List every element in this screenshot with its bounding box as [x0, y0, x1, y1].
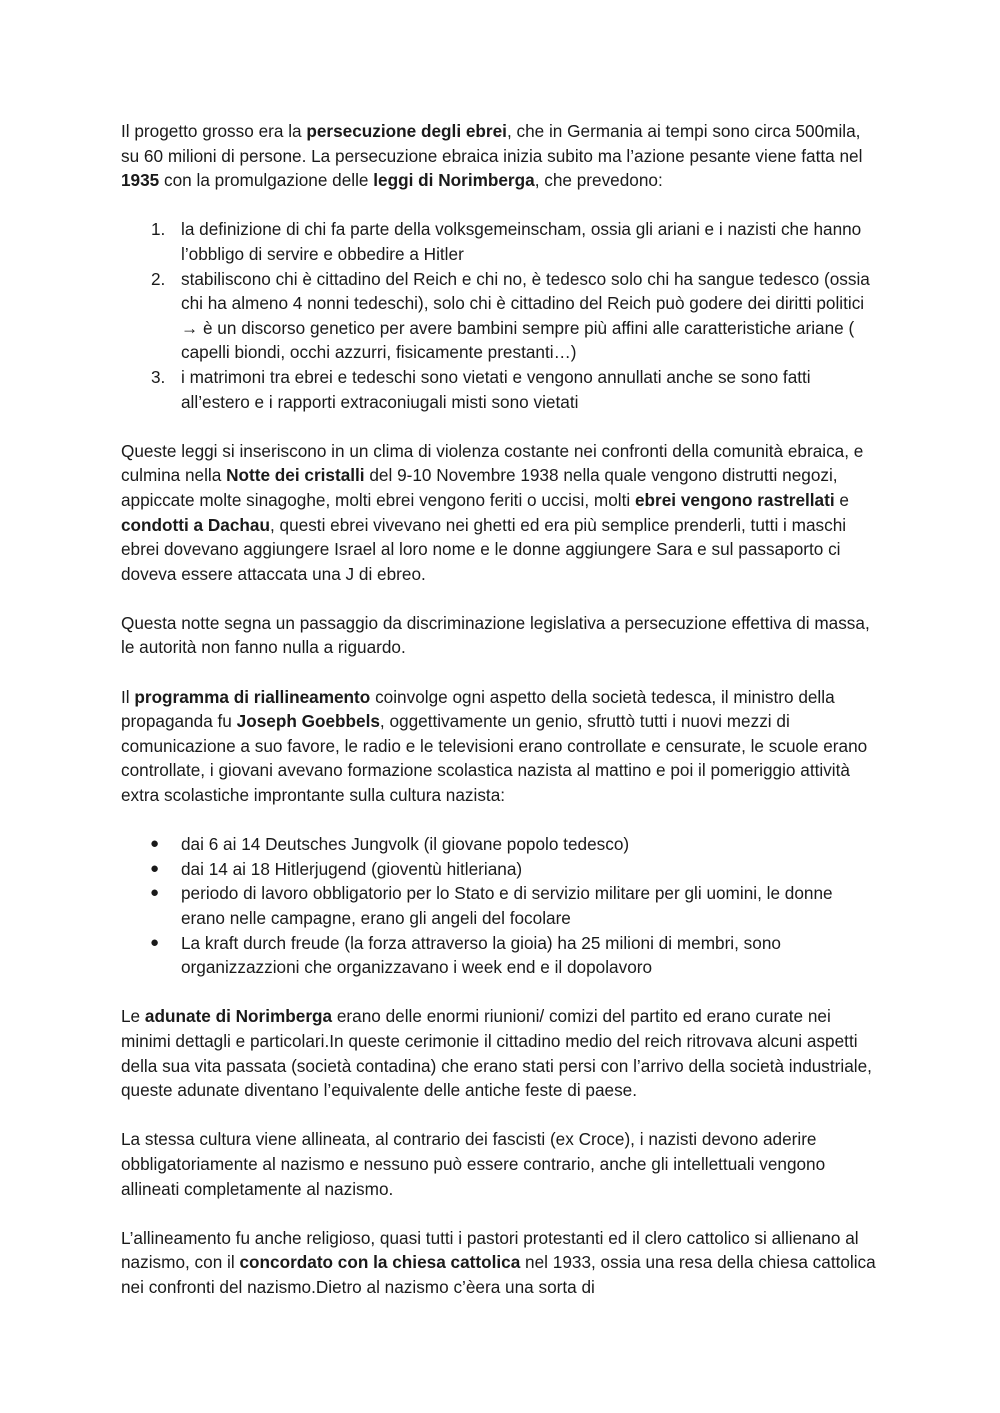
bold-text: ebrei vengono rastrellati — [634, 489, 835, 510]
bullet-icon: ● — [150, 835, 160, 853]
text-run: , che in Germania ai tempi sono circa 500mila, su 60 milioni di persone. La persecuzione ebraica inizia subito ma l’azione pesante viene fatta nel — [121, 121, 863, 166]
paragraph-passaggio — [121, 611, 881, 660]
text-run: La stessa cultura viene allineata, al contrario dei fascisti (ex Croce), i nazisti devono aderire obbligatoriamente al nazismo e nessuno può essere contrario, anche gli intellettuali vengono allineati completamente al nazismo. — [121, 1129, 826, 1199]
list-number: 2. — [151, 268, 166, 289]
list-item — [121, 881, 881, 930]
text-run: L’allineamento fu anche religioso, quasi tutti i pastori protestanti ed il clero cattolico si allienano al nazismo, con il — [121, 1227, 859, 1273]
bold-text: leggi di Norimberga — [373, 170, 535, 191]
list-item-text: dai 14 ai 18 Hitlerjugend (gioventù hitleriana) — [181, 858, 523, 879]
list-number: 1. — [151, 219, 166, 240]
paragraph-notte-dei-cristalli — [121, 439, 881, 587]
list-item — [121, 857, 881, 882]
text-run: , che prevedono: — [534, 170, 663, 191]
numbered-list-leggi — [121, 217, 881, 414]
list-item-text: La kraft durch freude (la forza attraverso la gioia) ha 25 milioni di membri, sono organizzazzioni che organizzavano i week end e il dopolavoro — [181, 932, 781, 978]
list-item — [121, 267, 881, 365]
bullet-icon: ● — [150, 859, 160, 877]
text-run: Questa notte segna un passaggio da discriminazione legislativa a persecuzione effettiva di massa, le autorità non fanno nulla a riguardo. — [121, 612, 870, 658]
bold-text: concordato con la chiesa cattolica — [239, 1252, 521, 1273]
bold-text: programma di riallineamento — [134, 686, 371, 707]
bullet-list-organizzazioni — [121, 832, 881, 980]
list-item-text: la definizione di chi fa parte della volksgemeinscham, ossia gli ariani e i nazisti che hanno l’obbligo di servire e obbedire a Hitler — [181, 219, 862, 264]
bullet-icon: ● — [150, 933, 160, 951]
bold-text: condotti a Dachau — [121, 514, 270, 535]
text-run: Il progetto grosso era la — [121, 121, 307, 141]
list-item — [121, 931, 881, 980]
list-number: 3. — [151, 366, 166, 387]
text-run: del 9-10 Novembre 1938 nella quale vengono distrutti negozi, appiccate molte sinagoghe, molti ebrei vengono feriti o uccisi, molti — [121, 465, 838, 510]
document-page — [121, 119, 881, 1324]
paragraph-riallineamento — [121, 685, 881, 808]
paragraph-allineamento-religioso — [121, 1226, 881, 1300]
text-run: Queste leggi si inseriscono in un clima di violenza costante nei confronti della comunità ebraica, e culmina nella — [121, 440, 864, 486]
list-item-text: i matrimoni tra ebrei e tedeschi sono vietati e vengono annullati anche se sono fatti all’estero e i rapporti extraconiugali misti sono vietati — [181, 366, 811, 412]
list-item-text: periodo di lavoro obbligatorio per lo Stato e di servizio militare per gli uomini, le donne erano nelle campagne, erano gli angeli del focolare — [181, 883, 833, 928]
text-run: , questi ebrei vivevano nei ghetti ed era più semplice prenderli, tutti i maschi ebrei dovevano aggiungere Israel al loro nome e le donne aggiungere Sara e sul passaporto ci doveva essere attaccata una J di ebreo. — [121, 514, 847, 584]
bold-text: persecuzione degli ebrei — [306, 121, 507, 141]
text-run: Le — [121, 1006, 145, 1027]
text-run: , oggettivamente un genio, sfruttò tutti i nuovi mezzi di comunicazione a suo favore, le radio e le televisioni erano controllate e censurate, le scuole erano controllate, i giovani avevano formazione scolastica nazista al mattino e poi il pomeriggio attività extra scolastiche improntante sulla cultura nazista: — [121, 711, 868, 806]
text-run: erano delle enormi riunioni/ comizi del partito ed erano curate nei minimi dettagli e particolari.In queste cerimonie il cittadino medio del reich ritrovava alcuni aspetti della sua vita passata (società contadina) che erano stati persi con l’arrivo della società industriale, queste adunate diventano l’equivalente delle antiche feste di paese. — [121, 1006, 872, 1101]
paragraph-adunate — [121, 1004, 881, 1102]
bold-text: adunate di Norimberga — [144, 1006, 333, 1027]
text-run: con la promulgazione delle — [159, 170, 374, 191]
list-item-text: dai 6 ai 14 Deutsches Jungvolk (il giovane popolo tedesco) — [181, 834, 630, 855]
bold-text: Notte dei cristalli — [226, 465, 365, 486]
text-run: nel 1933, ossia una resa della chiesa cattolica nei confronti del nazismo.Dietro al nazismo c’èera una sorta di — [121, 1252, 876, 1297]
paragraph-persecuzione — [121, 119, 881, 193]
list-item — [121, 832, 881, 857]
paragraph-cultura — [121, 1127, 881, 1201]
text-run: e — [834, 489, 849, 510]
bullet-icon: ● — [150, 884, 160, 902]
bold-text: 1935 — [121, 170, 160, 191]
list-item-text: stabiliscono chi è cittadino del Reich e chi no, è tedesco solo chi ha sangue tedesco (ossia chi ha almeno 4 nonni tedeschi), solo chi è cittadino del Reich può godere dei diritti politici → è un discorso genetico per avere bambini sempre più affini alle caratteristiche ariane ( capelli biondi, occhi azzurri, fisicamente prestanti…) — [181, 268, 870, 363]
text-run: coinvolge ogni aspetto della società tedesca, il ministro della propaganda fu — [121, 686, 835, 732]
list-item — [121, 365, 881, 414]
text-run: Il — [121, 686, 135, 707]
bold-text: Joseph Goebbels — [236, 711, 380, 732]
list-item — [121, 217, 881, 266]
